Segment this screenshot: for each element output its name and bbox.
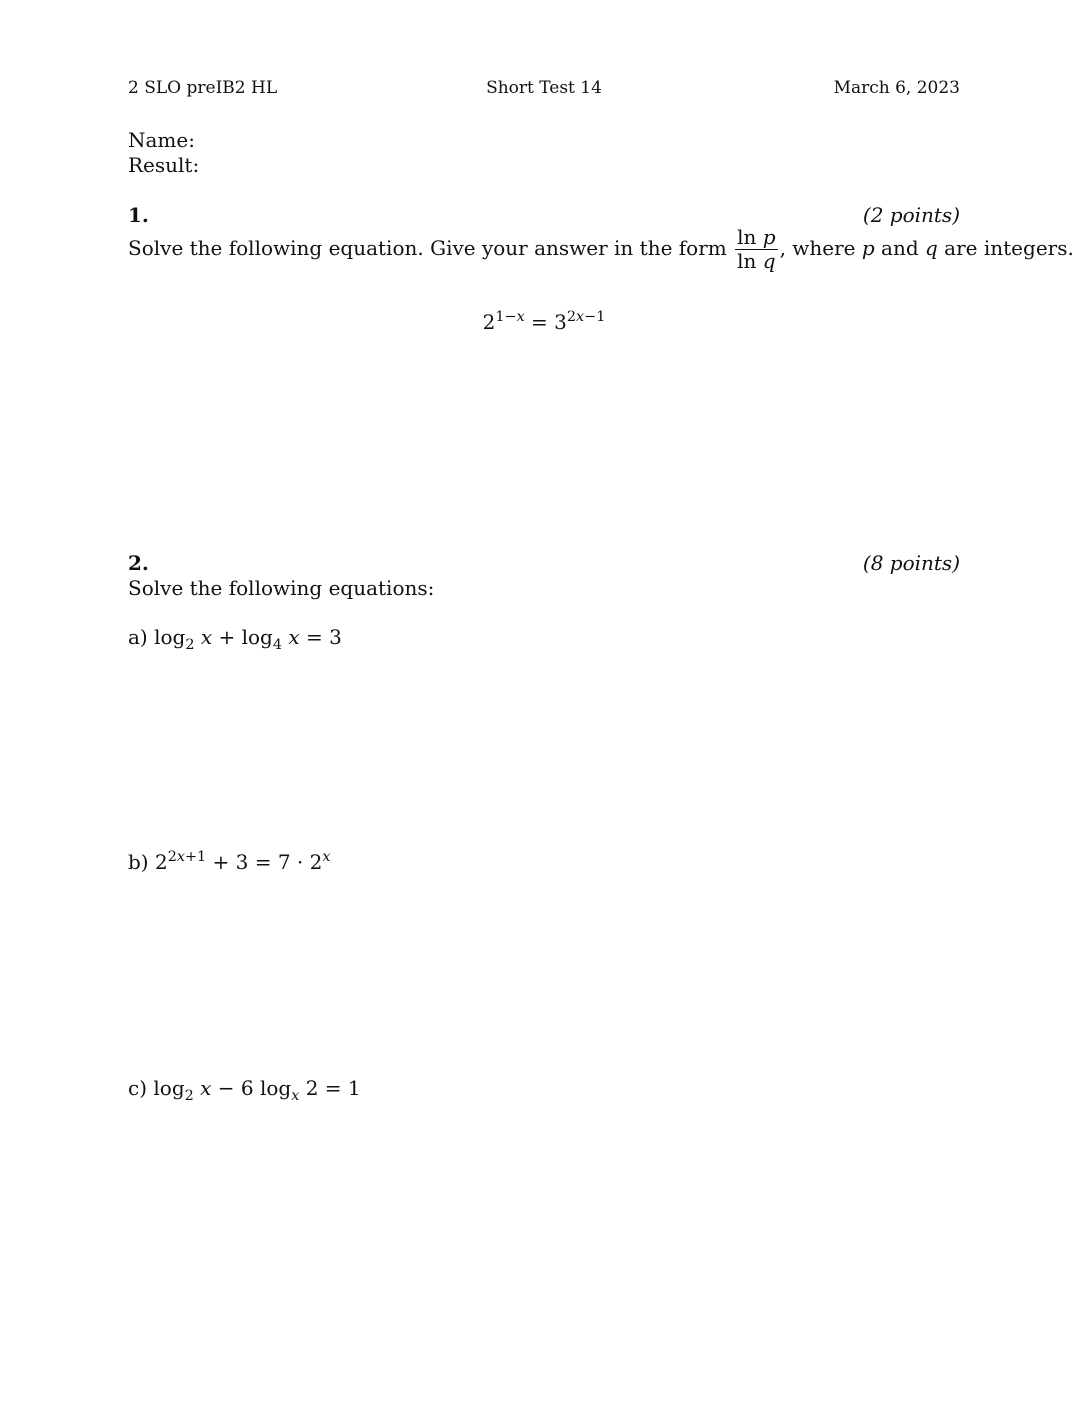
part-a-label: a) — [128, 625, 148, 649]
question-2-part-b — [128, 850, 331, 874]
question-1-text-after: , where p and q are integers. — [779, 236, 1074, 260]
question-1-equation: $2^{1-x} = 3^{2x-1}$ — [482, 309, 606, 334]
test-date: March 6, 2023 — [833, 78, 960, 98]
question-1-number: 1. — [128, 203, 149, 227]
part-b-equation: $2^{2x+1} + 3 = 7 \cdot 2^x$ — [154, 849, 331, 874]
ln-fraction — [735, 226, 777, 273]
question-1-text-before: Solve the following equation. Give your answer in the form — [128, 236, 727, 260]
part-a-equation: $\log_2 x + \log_4 x = 3$ — [154, 625, 342, 654]
name-label: Name: — [128, 128, 195, 152]
fraction-denominator: ln q — [737, 249, 776, 273]
question-2-number: 2. — [128, 551, 149, 575]
question-2-text: Solve the following equations: — [128, 576, 435, 600]
course-label: 2 SLO preIB2 HL — [128, 78, 278, 98]
part-c-equation: $\log_2 x - 6$ $\log_x 2 = 1$ — [153, 1076, 361, 1105]
question-2-points: (8 points) — [862, 551, 960, 575]
question-2-part-c — [128, 1076, 361, 1105]
question-2-part-a — [128, 625, 342, 654]
question-1-points: (2 points) — [862, 203, 960, 227]
question-1-text — [128, 226, 1074, 273]
result-label: Result: — [128, 153, 200, 177]
part-b-label: b) — [128, 850, 149, 874]
fraction-numerator: ln p — [737, 225, 776, 249]
part-c-label: c) — [128, 1076, 148, 1100]
test-title: Short Test 14 — [486, 78, 602, 98]
